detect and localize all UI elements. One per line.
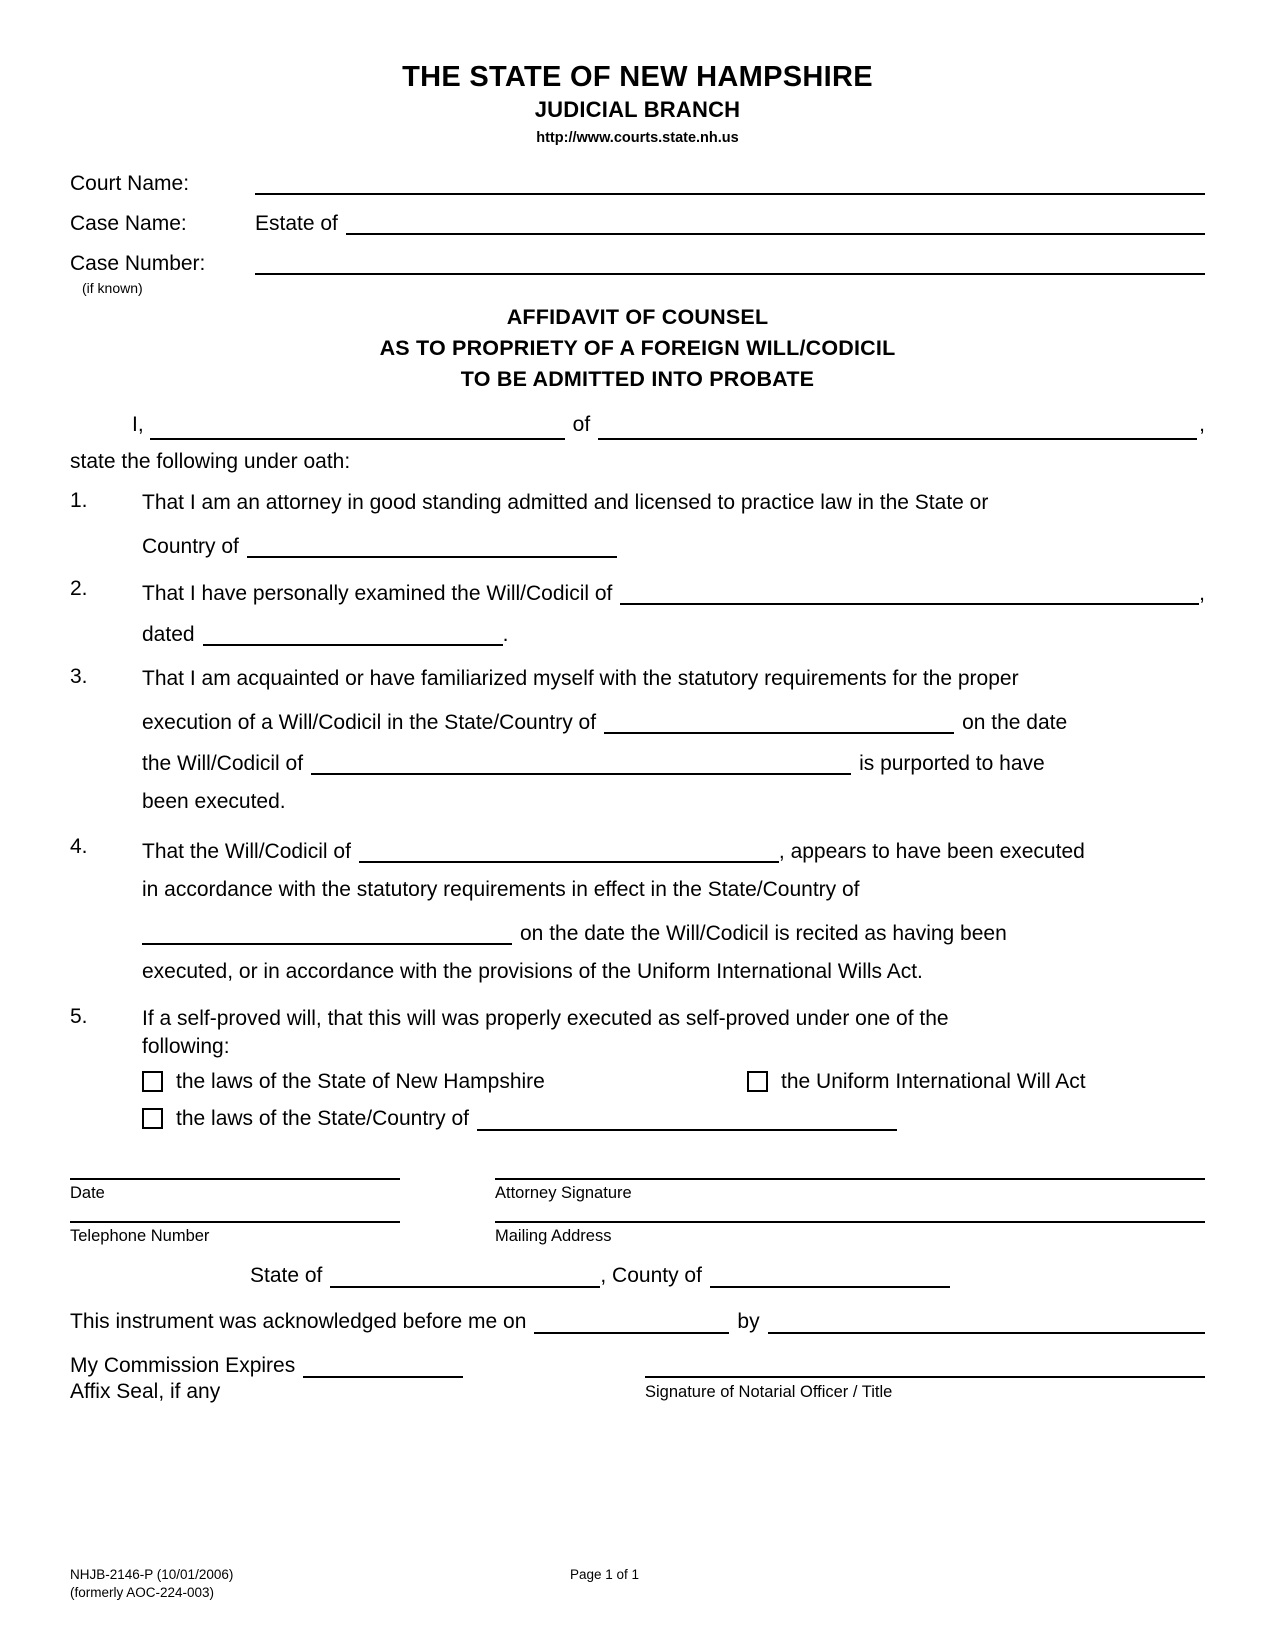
affidavit-intro [70, 410, 1205, 478]
item-4-state-country-input[interactable] [142, 925, 512, 945]
form-title-line-1: AFFIDAVIT OF COUNSEL [506, 305, 769, 330]
checkbox-option-other-state-country[interactable] [142, 1107, 477, 1131]
former-form-number: (formerly AOC-224-003) [70, 1584, 215, 1600]
item-3-line-3 [142, 747, 1205, 775]
date-caption: Date [70, 1184, 105, 1203]
item-2-will-name-input[interactable] [620, 585, 1199, 605]
notary-county-input[interactable] [710, 1268, 950, 1288]
checkbox-option-uniform-international[interactable] [747, 1070, 1086, 1094]
signature-block [70, 1178, 1205, 1246]
form-title-line-3: TO BE ADMITTED INTO PROBATE [460, 367, 815, 392]
acknowledgment-label: This instrument was acknowledged before me on [70, 1310, 527, 1334]
page-info: Page 1 of 1 [570, 1566, 640, 1582]
checkbox-label-uniform-international: the Uniform International Will Act [781, 1070, 1086, 1094]
form-number: NHJB-2146-P (10/01/2006) [70, 1566, 234, 1582]
case-number-note: (if known) [82, 280, 143, 297]
acknowledgment-row [70, 1310, 1205, 1334]
county-of-label: , County of [600, 1264, 702, 1288]
item-3-on-the-date-label: on the date [962, 711, 1068, 735]
checkbox-icon[interactable] [142, 1108, 163, 1129]
item-2-line-1-comma: , [1199, 582, 1205, 606]
date-signature-row [70, 1178, 1205, 1203]
judicial-branch-title: JUDICIAL BRANCH [534, 97, 741, 123]
item-2-line-2-period: . [502, 623, 509, 647]
notary-block [70, 1264, 1205, 1404]
checkbox-row-1 [142, 1070, 1205, 1094]
item-2 [70, 577, 1205, 646]
date-field-group[interactable] [70, 1178, 400, 1203]
checkbox-row-2 [142, 1107, 1205, 1131]
notarial-signature-input[interactable] [645, 1376, 1205, 1378]
commission-expires-group [70, 1354, 645, 1378]
commission-expires-label: My Commission Expires [70, 1354, 296, 1378]
i-letter-label: I, [132, 412, 144, 436]
affix-seal-label: Affix Seal, if any [70, 1380, 221, 1404]
item-3-line-1: That I am acquainted or have familiarized myself with the statutory requirements for the proper [142, 667, 1019, 691]
state-title: THE STATE OF NEW HAMPSHIRE [402, 61, 873, 93]
court-name-input[interactable] [255, 174, 1205, 195]
item-1-line-1: That I am an attorney in good standing admitted and licensed to practice law in the State or [142, 491, 989, 515]
item-3-will-name-input[interactable] [311, 755, 851, 775]
checkbox-option-nh-laws[interactable] [142, 1070, 747, 1094]
item-2-dated-label: dated [142, 623, 195, 647]
item-3-line-4: been executed. [142, 790, 286, 814]
item-3-will-label: the Will/Codicil of [142, 752, 304, 776]
item-2-number: 2. [70, 577, 88, 601]
self-proved-checkbox-group [142, 1070, 1205, 1131]
court-name-row [70, 172, 1205, 195]
of-label: of [572, 412, 591, 436]
item-1-line-2 [142, 530, 1205, 558]
courts-website-url: http://www.courts.state.nh.us [536, 129, 739, 146]
mailing-address-field-group[interactable] [495, 1221, 1205, 1246]
item-4-will-label: That the Will/Codicil of [142, 840, 351, 864]
item-3-line-2 [142, 706, 1205, 734]
acknowledgment-person-input[interactable] [768, 1314, 1205, 1334]
checkbox-label-other-state-country: the laws of the State/Country of [176, 1107, 469, 1131]
item-1-country-input[interactable] [247, 538, 617, 558]
notarial-officer-caption: Signature of Notarial Officer / Title [645, 1383, 893, 1402]
item-5-line-1: If a self-proved will, that this will was properly executed as self-proved under one of the [142, 1007, 949, 1031]
item-4-will-name-input[interactable] [359, 843, 779, 863]
item-3 [70, 665, 1205, 816]
attorney-signature-field-group[interactable] [495, 1178, 1205, 1203]
court-name-label: Court Name: [70, 171, 190, 195]
checkbox-icon[interactable] [142, 1071, 163, 1092]
footer-form-numbers [70, 1566, 570, 1602]
item-4-appears-label: , appears to have been executed [778, 840, 1085, 864]
commission-row [70, 1354, 1205, 1378]
case-number-input[interactable] [255, 254, 1205, 275]
document-footer [70, 1566, 1205, 1602]
item-4-number: 4. [70, 835, 88, 859]
item-2-line-1 [142, 577, 1205, 605]
item-5-number: 5. [70, 1005, 88, 1029]
affix-seal-row [70, 1380, 1205, 1404]
other-state-country-input[interactable] [477, 1111, 897, 1131]
item-3-number: 3. [70, 665, 88, 689]
telephone-caption: Telephone Number [70, 1227, 210, 1246]
telephone-field-group[interactable] [70, 1221, 400, 1246]
estate-of-label: Estate of [255, 211, 338, 235]
case-name-row [70, 212, 1205, 235]
item-4-line-2: in accordance with the statutory requirements in effect in the State/Country of [142, 878, 860, 902]
affiant-address-input[interactable] [598, 420, 1197, 440]
form-title-line-2: AS TO PROPRIETY OF A FOREIGN WILL/CODICIL [379, 336, 896, 361]
notary-state-input[interactable] [330, 1268, 600, 1288]
item-5-line-2: following: [142, 1034, 230, 1058]
checkbox-label-nh-laws: the laws of the State of New Hampshire [176, 1070, 545, 1094]
state-of-label: State of [250, 1264, 323, 1288]
item-1 [70, 489, 1205, 558]
item-2-line-2 [142, 618, 1205, 646]
mailing-address-caption: Mailing Address [495, 1227, 612, 1246]
item-3-execution-label: execution of a Will/Codicil in the State/Country of [142, 711, 597, 735]
checkbox-icon[interactable] [747, 1071, 768, 1092]
notary-state-county-row [70, 1264, 1205, 1288]
item-3-purported-label: is purported to have [859, 752, 1045, 776]
item-2-dated-input[interactable] [203, 626, 503, 646]
item-4-line-3 [142, 917, 1205, 945]
case-name-label: Case Name: [70, 211, 187, 235]
item-4-line-1 [142, 835, 1205, 863]
item-4-recited-label: on the date the Will/Codicil is recited as having been [520, 922, 1007, 946]
item-3-state-country-input[interactable] [604, 714, 954, 734]
acknowledgment-by-label: by [737, 1310, 760, 1334]
notarial-signature-field[interactable] [645, 1376, 1205, 1378]
commission-expires-input[interactable] [303, 1358, 463, 1378]
oath-statement: state the following under oath: [70, 450, 351, 474]
acknowledgment-date-input[interactable] [534, 1314, 729, 1334]
case-name-input[interactable] [346, 214, 1205, 235]
item-1-country-label: Country of [142, 535, 239, 559]
numbered-items [70, 489, 1205, 1144]
form-title [70, 302, 1205, 396]
item-4 [70, 835, 1205, 986]
case-info-block [70, 172, 1205, 296]
intro-comma: , [1199, 412, 1205, 436]
case-number-row [70, 252, 1205, 275]
item-4-line-4: executed, or in accordance with the provisions of the Uniform International Wills Act. [142, 960, 923, 984]
item-2-examined-label: That I have personally examined the Will/Codicil of [142, 582, 613, 606]
affiant-name-input[interactable] [150, 420, 565, 440]
document-header [70, 60, 1205, 146]
attorney-signature-caption: Attorney Signature [495, 1184, 632, 1203]
telephone-address-row [70, 1221, 1205, 1246]
item-5 [70, 1005, 1205, 1144]
case-number-label: Case Number: [70, 252, 206, 275]
item-1-number: 1. [70, 489, 88, 513]
affiant-identification-row [70, 410, 1205, 440]
